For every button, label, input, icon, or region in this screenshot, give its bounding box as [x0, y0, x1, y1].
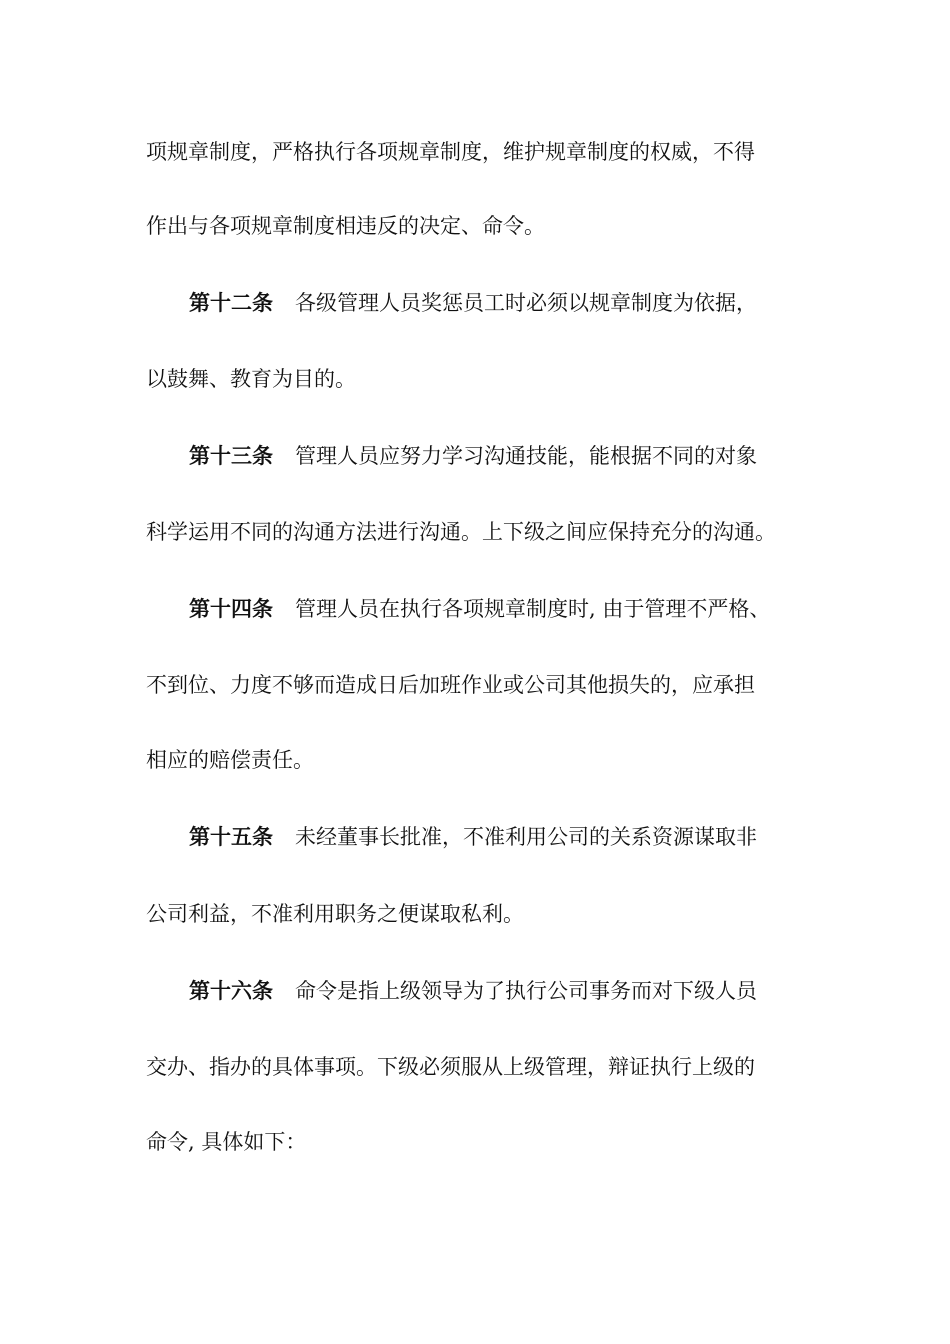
- paragraph-line: 科学运用不同的沟通方法进行沟通。上下级之间应保持充分的沟通。: [146, 520, 776, 544]
- paragraph-line: 命令, 具体如下：: [146, 1130, 307, 1154]
- paragraph-line: 项规章制度，严格执行各项规章制度，维护规章制度的权威，不得: [146, 140, 755, 164]
- article-12-first-line: [189, 288, 816, 318]
- article-text: 管理人员在执行各项规章制度时, 由于管理不严格、: [295, 597, 771, 621]
- paragraph-line: 不到位、力度不够而造成日后加班作业或公司其他损失的，应承担: [146, 673, 755, 697]
- article-16-first-line: [189, 976, 816, 1006]
- article-15-first-line: [189, 822, 816, 852]
- article-text: 各级管理人员奖惩员工时必须以规章制度为依据，: [295, 291, 757, 315]
- paragraph-line: 交办、指办的具体事项。下级必须服从上级管理，辩证执行上级的: [146, 1055, 755, 1079]
- article-label: 第十四条: [189, 596, 273, 621]
- paragraph-line: 公司利益，不准利用职务之便谋取私利。: [146, 902, 524, 926]
- article-14-first-line: [189, 594, 816, 624]
- article-text: 命令是指上级领导为了执行公司事务而对下级人员: [295, 979, 757, 1003]
- article-text: 未经董事长批准，不准利用公司的关系资源谋取非: [295, 825, 757, 849]
- article-label: 第十二条: [189, 290, 273, 315]
- paragraph-line: 相应的赔偿责任。: [146, 748, 314, 772]
- article-label: 第十六条: [189, 978, 273, 1003]
- paragraph-line: 作出与各项规章制度相违反的决定、命令。: [146, 214, 545, 238]
- article-text: 管理人员应努力学习沟通技能，能根据不同的对象: [295, 444, 757, 468]
- paragraph-line: 以鼓舞、教育为目的。: [146, 367, 356, 391]
- article-label: 第十五条: [189, 824, 273, 849]
- article-label: 第十三条: [189, 443, 273, 468]
- article-13-first-line: [189, 441, 816, 471]
